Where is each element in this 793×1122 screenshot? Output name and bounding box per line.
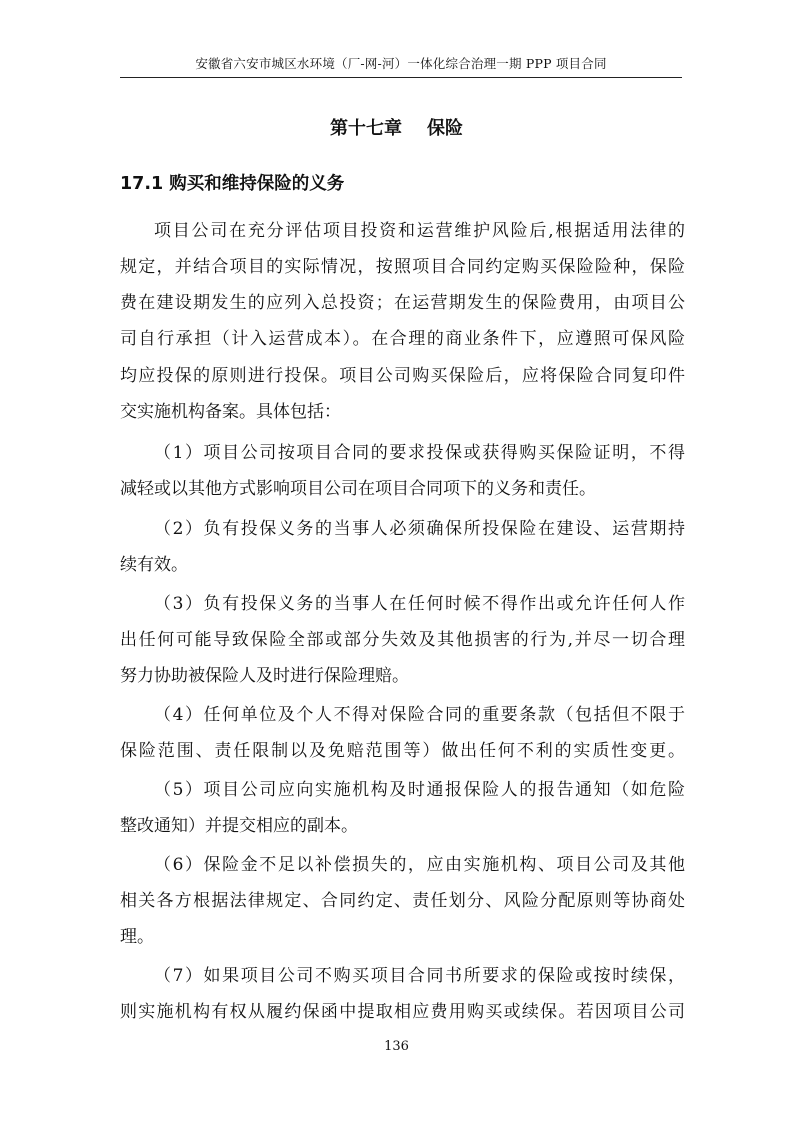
text-line: 司自行承担（计入运营成本）。在合理的商业条件下，应遵照可保风险	[120, 329, 685, 349]
page-number: 136	[384, 1039, 409, 1054]
text-line: 整改通知）并提交相应的副本。	[120, 816, 358, 836]
header-rule	[120, 77, 682, 78]
text-line: 费在建设期发生的应列入总投资；在运营期发生的保险费用，由项目公	[120, 293, 685, 313]
chapter-title: 第十七章 保险	[329, 118, 464, 139]
text-line: 规定，并结合项目的实际情况，按照项目合同约定购买保险险种，保险	[120, 257, 685, 277]
text-line: （1）项目公司按项目合同的要求投保或获得购买保险证明，不得	[154, 443, 685, 463]
text-line: 相关各方根据法律规定、合同约定、责任划分、风险分配原则等协商处	[120, 891, 685, 911]
text-line: （7）如果项目公司不购买项目合同书所要求的保险或按时续保，	[154, 966, 685, 986]
text-line: （3）负有投保义务的当事人在任何时候不得作出或允许任何人作	[154, 594, 685, 614]
text-line: 出任何可能导致保险全部或部分失效及其他损害的行为,并尽一切合理	[120, 630, 685, 650]
text-line: （4）任何单位及个人不得对保险合同的重要条款（包括但不限于	[154, 705, 685, 725]
section-title: 17.1 购买和维持保险的义务	[120, 174, 345, 194]
text-line: （2）负有投保义务的当事人必须确保所投保险在建设、运营期持	[154, 519, 685, 539]
text-line: （6）保险金不足以补偿损失的，应由实施机构、项目公司及其他	[154, 855, 685, 875]
text-line: 减轻或以其他方式影响项目公司在项目合同项下的义务和责任。	[120, 479, 596, 499]
text-line: 续有效。	[120, 555, 188, 575]
text-line: 保险范围、责任限制以及免赔范围等）做出任何不利的实质性变更。	[120, 741, 685, 761]
text-line: 努力协助被保险人及时进行保险理赔。	[120, 666, 409, 686]
text-line: 交实施机构备案。具体包括：	[120, 402, 341, 422]
text-line: 均应投保的原则进行投保。项目公司购买保险后，应将保险合同复印件	[120, 366, 685, 386]
text-line: 理。	[120, 927, 154, 947]
header-title: 安徽省六安市城区水环境（厂-网-河）一体化综合治理一期 PPP 项目合同	[195, 56, 607, 71]
text-line: 则实施机构有权从履约保函中提取相应费用购买或续保。若因项目公司	[120, 1002, 685, 1022]
text-line: （5）项目公司应向实施机构及时通报保险人的报告通知（如危险	[154, 780, 685, 800]
text-line: 项目公司在充分评估项目投资和运营维护风险后,根据适用法律的	[154, 221, 685, 241]
